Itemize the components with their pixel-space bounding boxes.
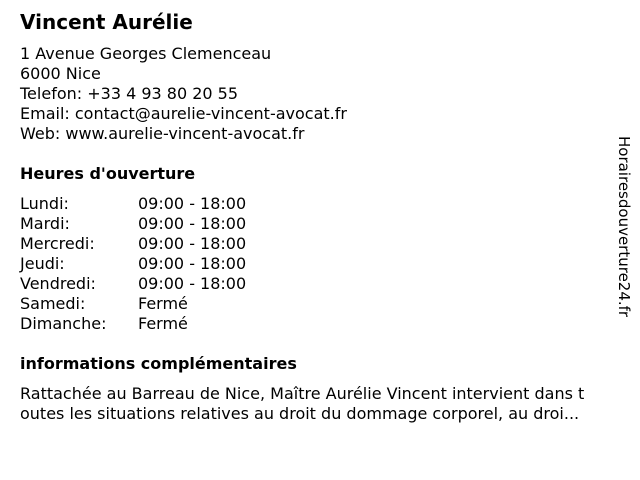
opening-hours-heading: Heures d'ouverture — [20, 164, 196, 183]
hours-row — [20, 254, 246, 274]
hours-value: 09:00 - 18:00 — [138, 234, 247, 253]
day-label: Vendredi: — [20, 274, 96, 293]
hours-value: 09:00 - 18:00 — [138, 214, 247, 233]
contact-details — [20, 44, 347, 144]
email-address: Email: contact@aurelie-vincent-avocat.fr — [20, 104, 347, 123]
day-label: Mardi: — [20, 214, 70, 233]
additional-info-heading: informations complémentaires — [20, 354, 297, 373]
phone-number: Telefon: +33 4 93 80 20 55 — [20, 84, 239, 103]
hours-value: Fermé — [138, 314, 188, 333]
info-line: outes les situations relatives au droit du dommage corporel, au droi... — [20, 404, 580, 423]
hours-row — [20, 314, 246, 334]
opening-hours-table — [20, 194, 246, 334]
website: Web: www.aurelie-vincent-avocat.fr — [20, 124, 305, 143]
day-label: Jeudi: — [20, 254, 65, 273]
hours-row — [20, 274, 246, 294]
hours-row — [20, 294, 246, 314]
day-label: Lundi: — [20, 194, 69, 213]
hours-row — [20, 214, 246, 234]
day-label: Dimanche: — [20, 314, 107, 333]
hours-value: 09:00 - 18:00 — [138, 194, 247, 213]
business-name: Vincent Aurélie — [20, 10, 193, 34]
day-label: Samedi: — [20, 294, 86, 313]
hours-row — [20, 194, 246, 214]
day-label: Mercredi: — [20, 234, 95, 253]
additional-info-text — [20, 384, 632, 424]
hours-value: Fermé — [138, 294, 188, 313]
site-watermark: Horairesdouverture24.fr — [615, 136, 633, 318]
hours-row — [20, 234, 246, 254]
hours-value: 09:00 - 18:00 — [138, 254, 247, 273]
info-line: Rattachée au Barreau de Nice, Maître Aurélie Vincent intervient dans t — [20, 384, 585, 403]
address-street: 1 Avenue Georges Clemenceau — [20, 44, 272, 63]
address-city: 6000 Nice — [20, 64, 101, 83]
hours-value: 09:00 - 18:00 — [138, 274, 247, 293]
